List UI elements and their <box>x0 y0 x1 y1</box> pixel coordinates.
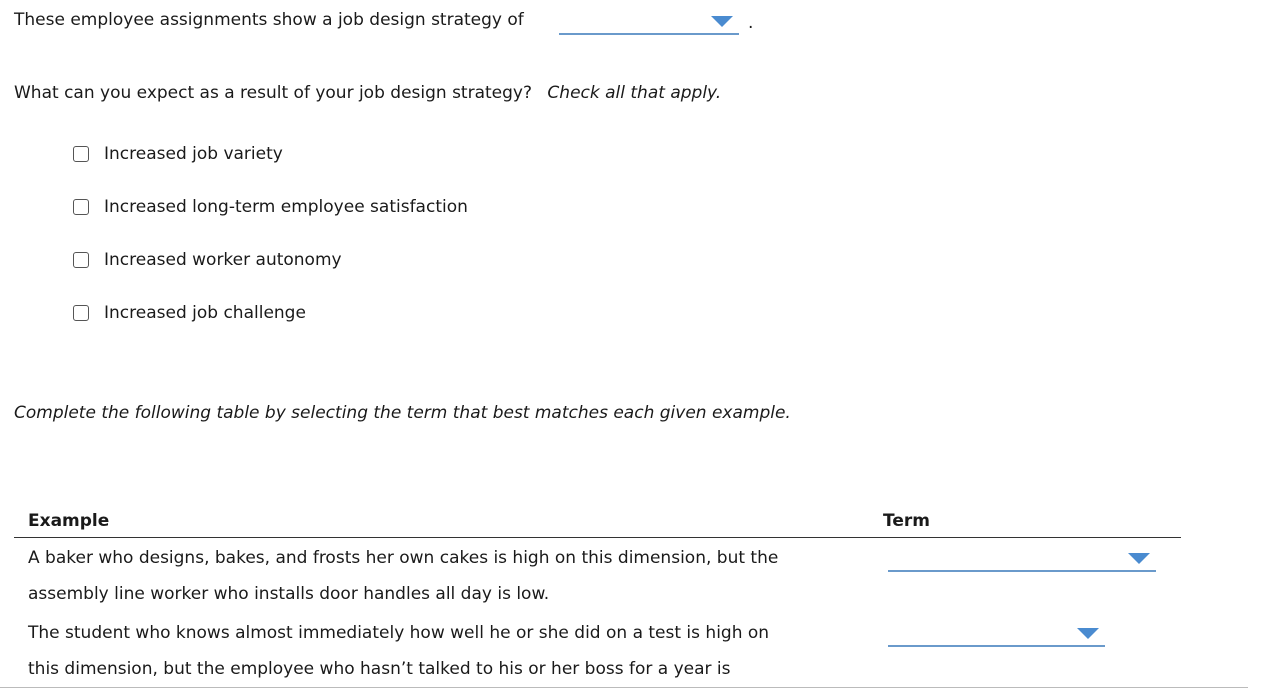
outcome-question <box>14 83 721 103</box>
table-row-example <box>28 615 769 687</box>
checkbox-job-challenge[interactable] <box>73 305 89 321</box>
example-line: assembly line worker who installs door handles all day is low. <box>28 584 550 604</box>
example-line: The student who knows almost immediately how well he or she did on a test is high on <box>28 623 770 643</box>
page-bottom-divider <box>0 687 1248 688</box>
checkbox-employee-satisfaction[interactable] <box>73 199 89 215</box>
table-header-divider <box>14 537 1181 538</box>
table-instruction: Complete the following table by selecting the term that best matches each given example. <box>14 403 791 423</box>
term-dropdown-row-2[interactable] <box>888 620 1105 647</box>
example-line: this dimension, but the employee who hasn’t talked to his or her boss for a year is <box>28 659 731 679</box>
term-column-header: Term <box>883 511 930 531</box>
option-label: Increased worker autonomy <box>104 250 342 270</box>
strategy-dropdown[interactable] <box>559 8 739 35</box>
checkbox-job-variety[interactable] <box>73 146 89 162</box>
outcome-question-text: What can you expect as a result of your job design strategy? <box>14 83 533 103</box>
option-employee-satisfaction[interactable] <box>73 196 468 218</box>
example-line: A baker who designs, bakes, and frosts her own cakes is high on this dimension, but the <box>28 548 779 568</box>
table-row-example <box>28 540 778 612</box>
strategy-question <box>14 10 524 30</box>
option-worker-autonomy[interactable] <box>73 249 342 271</box>
sentence-period: . <box>748 13 754 33</box>
option-label: Increased job variety <box>104 144 283 164</box>
term-dropdown-row-1[interactable] <box>888 545 1156 572</box>
option-job-challenge[interactable] <box>73 302 306 324</box>
example-column-header: Example <box>28 511 110 531</box>
check-all-instruction: Check all that apply. <box>547 83 722 103</box>
strategy-question-text: These employee assignments show a job design strategy of <box>14 10 524 30</box>
checkbox-worker-autonomy[interactable] <box>73 252 89 268</box>
option-job-variety[interactable] <box>73 143 283 165</box>
dropdown-arrow-icon <box>711 16 733 27</box>
option-label: Increased long-term employee satisfaction <box>104 197 468 217</box>
option-label: Increased job challenge <box>104 303 306 323</box>
dropdown-arrow-icon <box>1128 553 1150 564</box>
dropdown-arrow-icon <box>1077 628 1099 639</box>
